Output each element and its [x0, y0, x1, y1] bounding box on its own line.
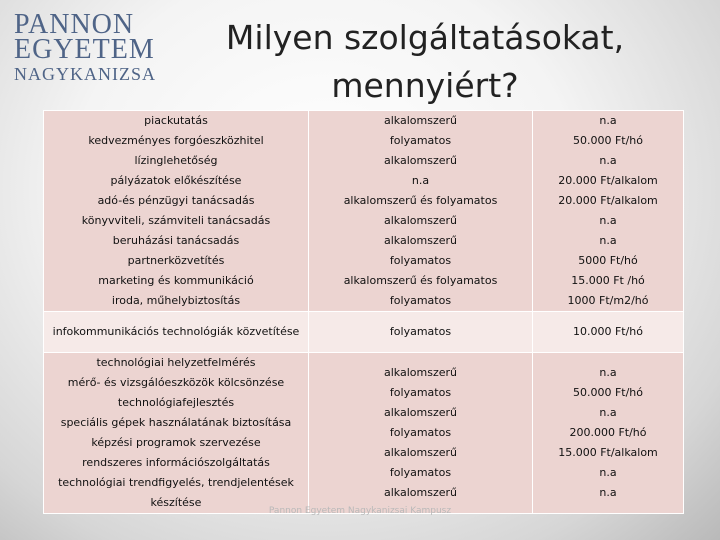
slide-title: [190, 14, 660, 110]
service-item: lízinglehetőség: [134, 154, 218, 167]
price-item: n.a: [599, 114, 617, 127]
price-item: n.a: [599, 486, 617, 499]
service-item: mérő- és vizsgálóeszközök kölcsönzése: [67, 376, 285, 389]
service-item: beruházási tanácsadás: [112, 234, 240, 247]
group2-frequency-cell: folyamatos: [309, 312, 533, 353]
logo-line-1: PANNON: [14, 9, 135, 40]
service-item: partnerközvetítés: [127, 254, 225, 267]
group3-price-cell: [533, 353, 684, 514]
service-item: speciális gépek használatának biztosítása: [60, 416, 292, 429]
group2-price-cell: 10.000 Ft/hó: [533, 312, 684, 353]
frequency-item: alkalomszerű: [384, 366, 457, 379]
frequency-item: folyamatos: [389, 386, 452, 399]
price-item: 20.000 Ft/alkalom: [558, 174, 658, 187]
price-item: n.a: [599, 406, 617, 419]
table-row-group-1: [44, 111, 684, 312]
price-item: 15.000 Ft /hó: [571, 274, 645, 287]
price-item: 5000 Ft/hó: [578, 254, 638, 267]
frequency-item: alkalomszerű: [384, 234, 457, 247]
service-item: technológiai helyzetfelmérés: [96, 356, 256, 369]
services-table: [43, 110, 684, 514]
frequency-item: alkalomszerű és folyamatos: [343, 274, 498, 287]
service-item: rendszeres információszolgáltatás: [82, 456, 270, 469]
service-item: kedvezményes forgóeszközhitel: [88, 134, 264, 147]
frequency-item: alkalomszerű: [384, 406, 457, 419]
group3-frequency-cell: [309, 353, 533, 514]
frequency-item: alkalomszerű: [384, 486, 457, 499]
logo-line-3: NAGYKANIZSA: [14, 64, 156, 84]
frequency-item: alkalomszerű: [384, 154, 457, 167]
frequency-item: alkalomszerű és folyamatos: [343, 194, 498, 207]
price-item: 1000 Ft/m2/hó: [567, 294, 649, 307]
frequency-item: alkalomszerű: [384, 214, 457, 227]
price-item: n.a: [599, 366, 617, 379]
service-item: adó-és pénzügyi tanácsadás: [97, 194, 255, 207]
title-line-1: Milyen szolgáltatásokat,: [225, 18, 625, 57]
price-item: 20.000 Ft/alkalom: [558, 194, 658, 207]
frequency-item: alkalomszerű: [384, 114, 457, 127]
group1-price-cell: [533, 111, 684, 312]
price-item: 200.000 Ft/hó: [569, 426, 647, 439]
price-item: 50.000 Ft/hó: [572, 134, 644, 147]
service-item: marketing és kommunikáció: [98, 274, 254, 287]
service-item: piackutatás: [144, 114, 208, 127]
price-item: n.a: [599, 466, 617, 479]
logo-line-2: EGYETEM: [14, 34, 155, 65]
footer-text: Pannon Egyetem Nagykanizsai Kampusz: [268, 506, 452, 516]
price-item: n.a: [599, 234, 617, 247]
frequency-item: folyamatos: [389, 294, 452, 307]
service-item: technológiafejlesztés: [117, 396, 235, 409]
frequency-item: alkalomszerű: [384, 446, 457, 459]
frequency-item: folyamatos: [389, 466, 452, 479]
frequency-item: folyamatos: [389, 254, 452, 267]
service-item: iroda, műhelybiztosítás: [111, 294, 241, 307]
price-item: 15.000 Ft/alkalom: [558, 446, 658, 459]
frequency-item: n.a: [411, 174, 430, 187]
table-row-group-2: [44, 312, 684, 353]
frequency-item: folyamatos: [389, 134, 452, 147]
group1-services-cell: [44, 111, 309, 312]
price-item: n.a: [599, 214, 617, 227]
group3-services-cell: [44, 353, 309, 514]
service-item: könyvviteli, számviteli tanácsadás: [81, 214, 271, 227]
frequency-item: folyamatos: [389, 426, 452, 439]
service-item: pályázatok előkészítése: [110, 174, 242, 187]
university-logo: [12, 10, 172, 90]
service-item: technológiai trendfigyelés, trendjelentések készítése: [58, 476, 294, 509]
group1-frequency-cell: [309, 111, 533, 312]
service-item: képzési programok szervezése: [91, 436, 261, 449]
group2-service-cell: infokommunikációs technológiák közvetítése: [44, 312, 309, 353]
table-row-group-3: [44, 353, 684, 514]
price-item: n.a: [599, 154, 617, 167]
title-line-2: mennyiért?: [331, 66, 519, 105]
price-item: 50.000 Ft/hó: [572, 386, 644, 399]
